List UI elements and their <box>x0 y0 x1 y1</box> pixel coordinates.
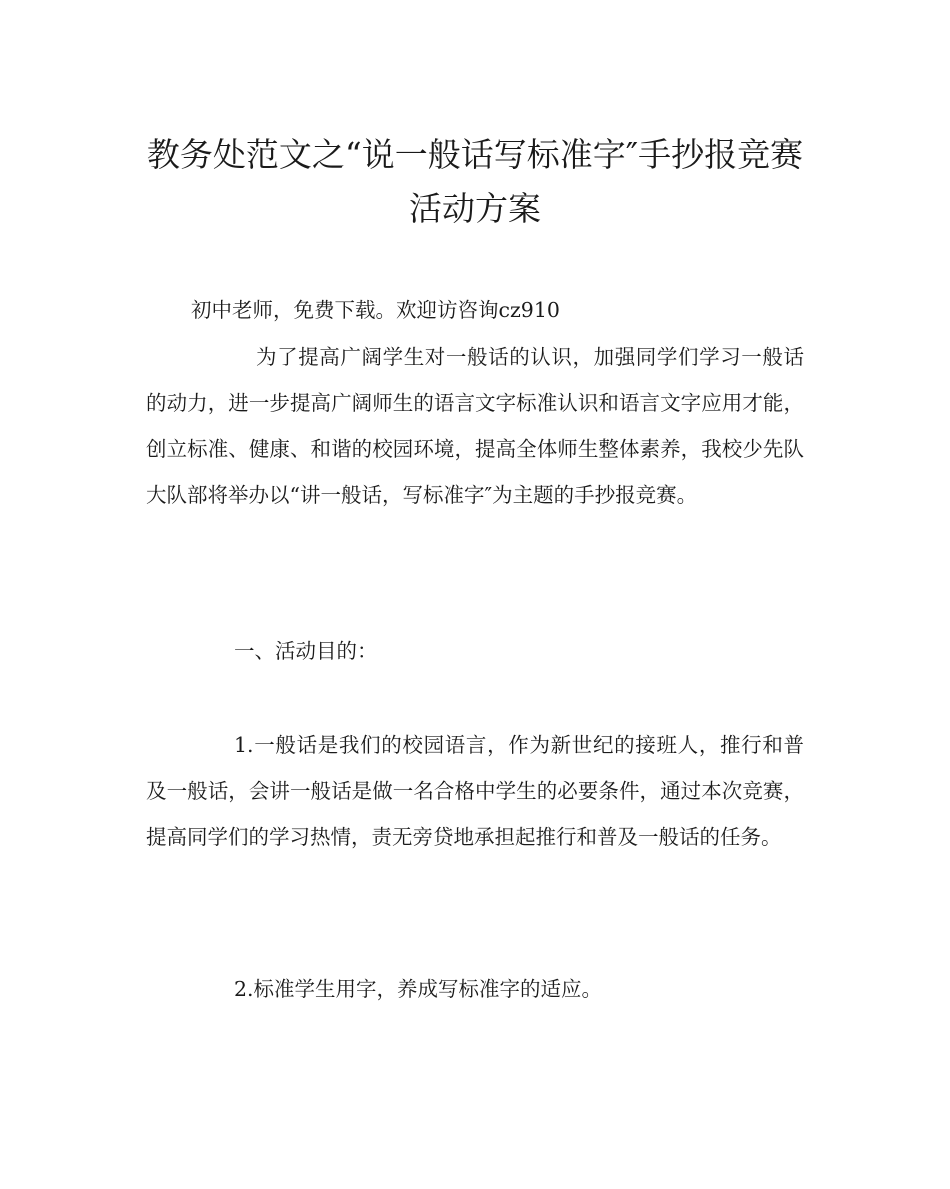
purpose-item-1: 1.一般话是我们的校园语言，作为新世纪的接班人，推行和普及一般话，会讲一般话是做一名合格中学生的必要条件，通过本次竞赛，提高同学们的学习热情，责无旁贷地承担起推行和普及一般话的任务。 <box>146 733 804 849</box>
purpose-item-2: 2.标准学生用字，养成写标准字的适应。 <box>234 977 603 1001</box>
document-title: 教务处范文之“说一般话写标准字″手抄报竞赛活动方案 <box>146 135 804 228</box>
section-heading-purpose: 一、活动目的： <box>234 639 378 663</box>
intro-line: 初中老师，免费下载。欢迎访咨询cz910 <box>191 298 560 322</box>
body-paragraph: 为了提高广阔学生对一般话的认识，加强同学们学习一般话的动力，进一步提高广阔师生的语言文字标准认识和语言文字应用才能，创立标准、健康、和谐的校园环境，提高全体师生整体素养，我校少先队大队部将举办以“讲一般话，写标准字″为主题的手抄报竞赛。 <box>146 345 804 507</box>
